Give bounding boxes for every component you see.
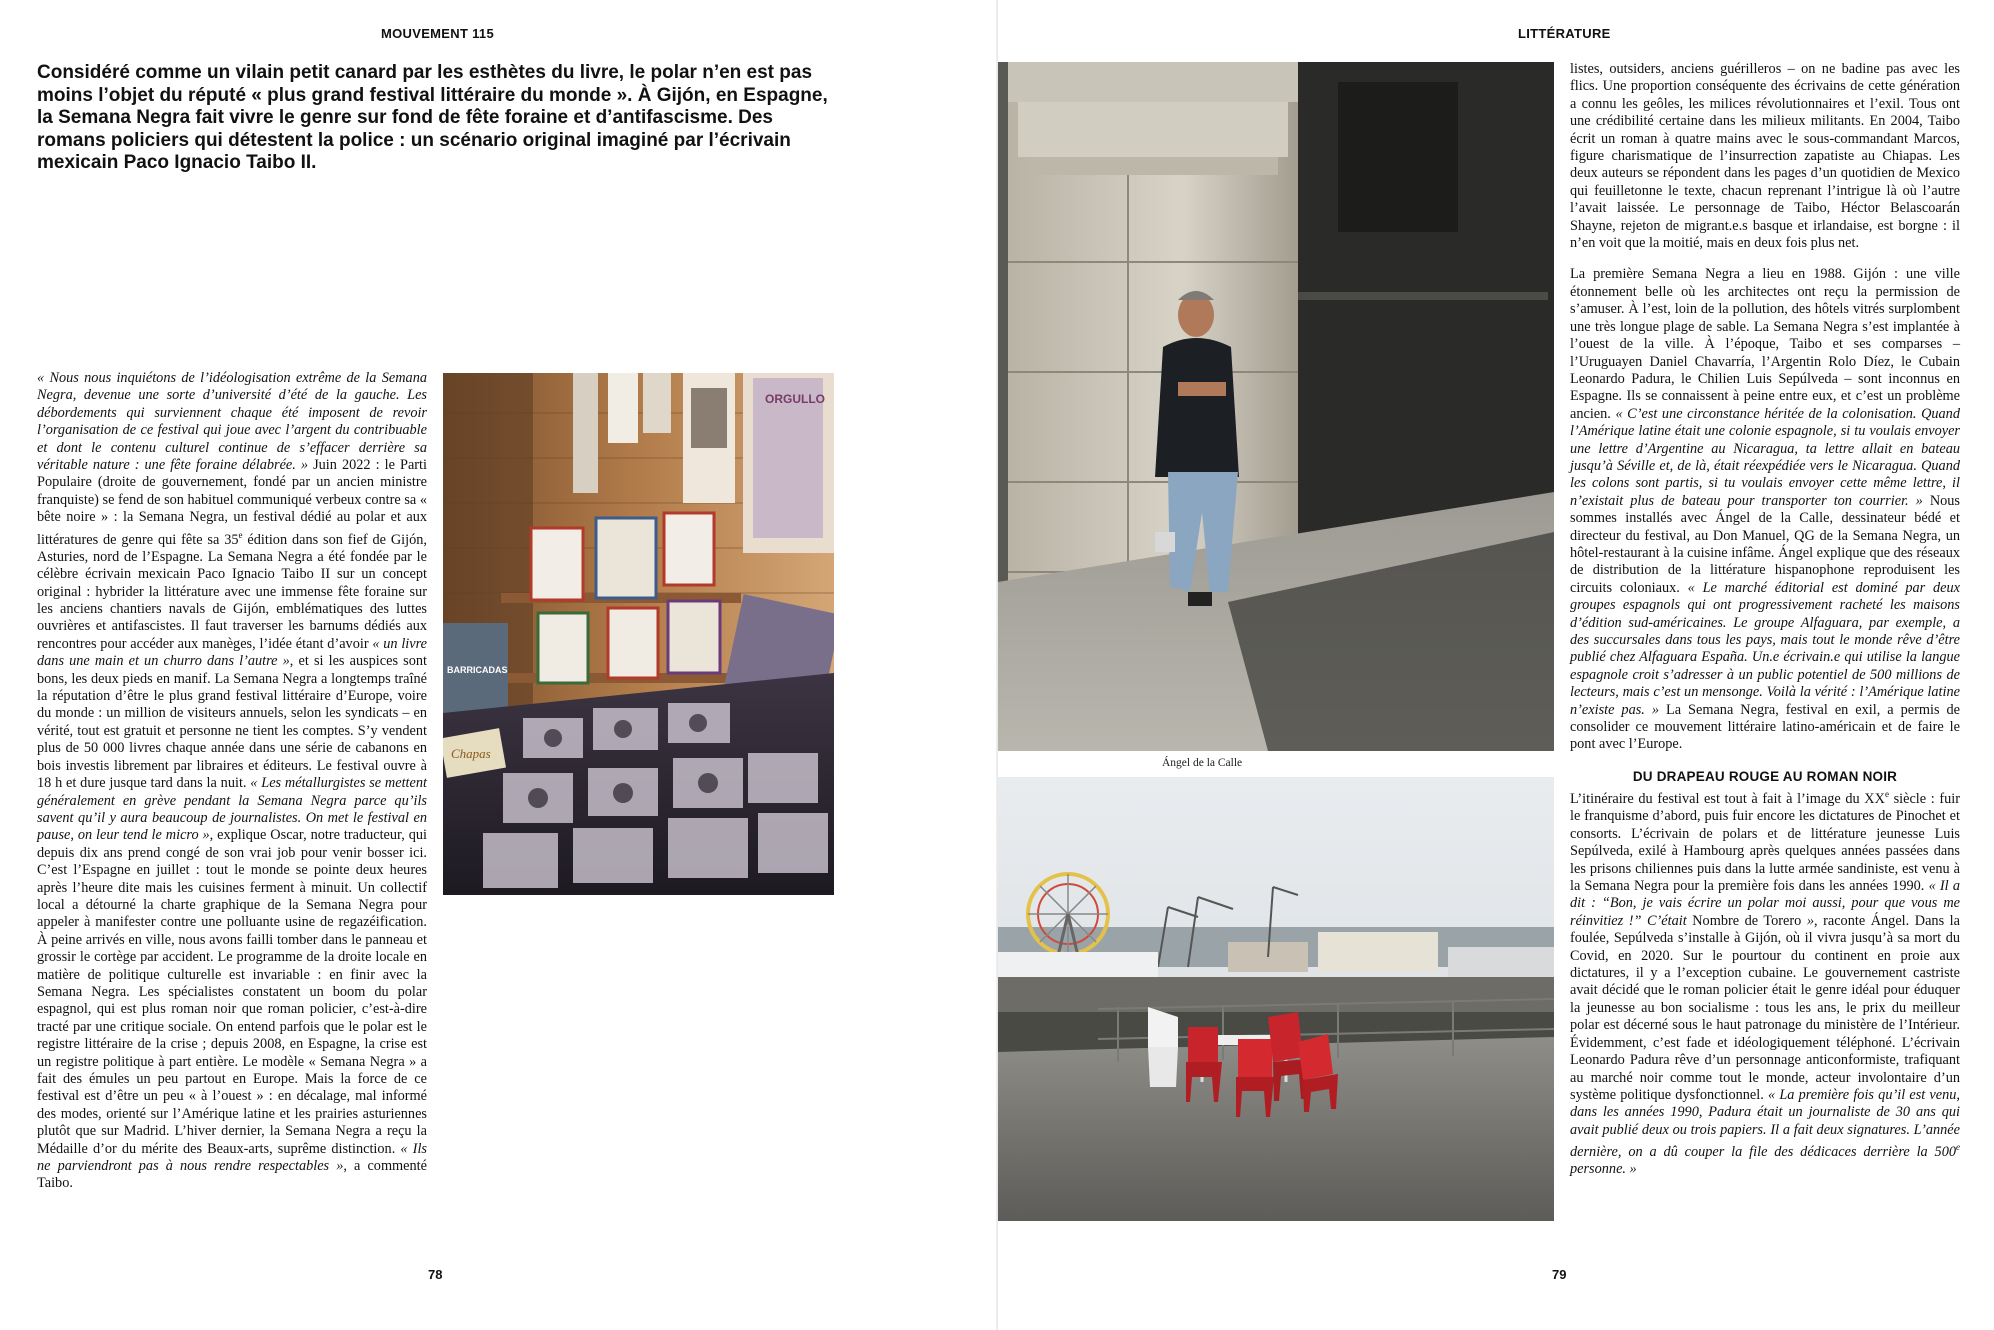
quote-close: »	[1801, 912, 1814, 929]
page-number-right: 79	[1552, 1267, 1567, 1282]
quote-taibo: « Ils ne parviendront pas à nous rendre respectables »	[37, 1140, 427, 1175]
quote-metallurgistes: « Les métallurgistes se mettent généralement en grève pendant la Semana Negra parce qu’ils savent qu’il y aura beaucoup de journalistes. On met le festival en pause, on leur tend le micro »	[37, 775, 427, 844]
quote-padura: « La première fois qu’il est venu, dans les années 1990, Padura était un journaliste de 30 ans qui avait publié deux ou trois papiers. Il a fait deux signatures. L’année dernière, on a dû couper la file des dédicaces derrière la 500	[1570, 1086, 1960, 1160]
left-body-column	[37, 370, 427, 1193]
superscript: e	[238, 529, 243, 540]
article-lede: Considéré comme un vilain petit canard par les esthètes du livre, le polar n’en est pas moins l’objet du réputé « plus grand festival littéraire du monde ». À Gijón, en Espagne, la Semana Negra fait vivre le genre sur fond de fête foraine et d’antifascisme. Des romans policiers qui détestent la police : un scénario original imaginé par l’écrivain mexicain Paco Ignacio Taibo II.	[37, 62, 828, 173]
body-text: L’itinéraire du festival est tout à fait à l’image du XX	[1570, 791, 1885, 808]
book-barricadas-text: BARRICADAS	[447, 665, 508, 675]
right-body-column	[1570, 61, 1960, 1193]
body-text: édition dans son fief de Gijón, Asturies, nord de l’Espagne. La Semana Negra a été fondée par le célèbre écrivain mexicain Paco Ignacio Taibo II sur un concept original : hybrider la littérature avec une immense fête foraine sur les anciens chantiers navals de Gijón, emblématiques des luttes ouvrières et antifascistes. Il faut traverser les barnums dédiés aux rencontres pour accéder aux manèges, l’idée étant d’avoir	[37, 531, 427, 652]
book-title-nombre-de-torero: Nombre de Torero	[1692, 912, 1802, 929]
portrait-photo	[998, 62, 1554, 751]
running-head-right: LITTÉRATURE	[1518, 26, 1611, 41]
body-text: Nous sommes installés avec Ángel de la Calle, dessinateur bédé et directeur du festival, au Don Manuel, QG de la Semana Negra, un hôtel-restaurant à la cuisine infâme. Ángel explique que des réseaux de distribution de la littérature hispanophone reproduisent les circuits coloniaux.	[1570, 492, 1960, 596]
quote-marche-editorial: « Le marché éditorial est dominé par deux groupes espagnols qui ont progressivement racheté les maisons d’édition sud-américaines. Le groupe Alfaguara, par exemple, a des succursales dans tous les pays, mais tout le monde rêve d’être publié chez Alfaguara España. Un.e écrivain.e qui utilise la langue espagnole croit s’adresser à un public potentiel de 500 millions de lecteurs, mais c’est un mensonge. Voilà la vérité : l’Amérique latine n’existe pas. »	[1570, 579, 1961, 718]
body-text: Juin 2022 : le Parti Populaire (droite de gouvernement, fondé par un ancien ministre franquiste) se fend de son habituel communiqué verbeux contre sa « bête noire » : la Semana Negra, un festival dédié au polar et aux littératures de genre qui fête sa 35	[37, 457, 427, 548]
sign-chapas-text: Chapas	[451, 746, 491, 761]
superscript: e	[1956, 1142, 1960, 1153]
superscript: e	[1884, 789, 1889, 800]
quote-sepulveda: « Il a dit : “Bon, je vais écrire un polar moi aussi, pour que vous me réinvitiez !” C’était	[1570, 878, 1960, 929]
quote-pp-communique: « Nous nous inquiétons de l’idéologisation extrême de la Semana Negra, devenue une sorte d’université d’été de la gauche. Les débordements qui surviennent chaque été imposent de revoir l’organisation de ce festival qui joue avec l’argent du contribuable et dont le contenu culturel continue de s’effacer derrière sa véritable nature : une fête foraine délabrée. »	[37, 370, 427, 474]
page-number-left: 78	[428, 1267, 443, 1282]
right-paragraph-1: listes, outsiders, anciens guérilleros – on ne badine pas avec les flics. Une proportion conséquente des écrivains de cette génération a connu les geôles, les milices révolutionnaires et l’exil. Tous ont une crédibilité certaine dans les milieux militants. En 2004, Taibo écrit un roman à quatre mains avec le sous-commandant Marcos, figure charismatique de l’insurrection zapatiste au Chiapas. Les deux auteurs se répondent dans les pages d’un quotidien de Mexico qui feuilletonne le texte, chacun reprenant l’intrigue là où l’autre l’avait laissée. Le personnage de Taibo, Héctor Belascoarán Shayne, rejeton de migrant.e.s basque et irlandaise, est borgne : il n’en voit que la moitié, mais en deux fois plus net.	[1570, 61, 1960, 252]
running-head-left: MOUVEMENT 115	[381, 26, 494, 41]
poster-orgullo-text: ORGULLO	[765, 392, 825, 406]
bookstall-photo	[443, 373, 834, 895]
body-text: , explique Oscar, notre traducteur, qui depuis dix ans prend congé de son vrai job pour venir bosser ici. C’est l’Espagne en juillet : tout le monde se pointe deux heures après l’heure dite mais les cuisines ferment à minuit. Un collectif local a détourné la charte graphique de la Semana Negra pour appeler à manifester contre une polluante usine de regazéification. À peine arrivés en ville, nous avons failli tomber dans le panneau et grossir le cortège par accident. Le programme de la droite locale en matière de politique culturelle est invariable : en finir avec la Semana Negra. Les spécialistes constatent un boom du polar espagnol, qui est plus roman noir que roman policier, c’est-à-dire tracté par une critique sociale. On entend parfois que le polar est le registre littéraire de la crise ; depuis 2008, en Espagne, la crise est un registre politique à part entière. Le modèle « Semana Negra » a fait des émules un peu partout en Europe. Mais la force de ce festival est d’être un peu « à l’ouest » : en décalage, mal informé des modes, orienté sur l’Amérique latine et les prairies asturiennes plutôt que sur Madrid. L’hiver dernier, la Semana Negra a reçu la Médaille d’or du mérite des Beaux-arts, suprême distinction.	[37, 827, 427, 1157]
body-text: La Semana Negra, festival en exil, a permis de consolider ce mouvement littéraire latino-américain et de faire le pont avec l’Europe.	[1570, 701, 1960, 753]
body-text: , raconte Ángel. Dans la foulée, Sepúlveda s’installe à Gijón, où il vivra jusqu’à sa mort du Covid, en 2020. Sur le pourtour du continent en proie aux dictatures, il y a l’exception cubaine. Le gouvernement castriste avait décidé que le roman policier était le genre idéal pour éduquer la jeunesse au bon socialisme : tous les ans, le prix du meilleur polar est décerné sous le haut patronage du ministère de l’Intérieur. Évidemment, c’est fade et idéologiquement téléphoné. L’écrivain Leonardo Padura rêve d’un personnage anticonformiste, trafiquant au marché noir comme tout le monde, acteur involontaire d’un système politique dysfonctionnel.	[1570, 912, 1960, 1103]
body-text: , et si les auspices sont bons, les deux pieds en manif. La Semana Negra a longtemps traîné la réputation d’être le plus grand festival littéraire d’Europe, voire du monde : un million de visiteurs annuels, selon les syndicats – en vérité, tout est gratuit et personne ne tient les comptes. S’y vendent plus de 50 000 livres chaque année dans une série de cabanons en bois investis librement par libraires et éditeurs. Le festival ouvre à 18 h et dure jusque tard dans la nuit.	[37, 653, 427, 792]
section-subhead: DU DRAPEAU ROUGE AU ROMAN NOIR	[1632, 768, 1898, 784]
fairground-harbour-photo	[998, 777, 1554, 1221]
photo-caption: Ángel de la Calle	[1162, 757, 1243, 769]
quote-churro: « un livre dans une main et un churro dans l’autre »	[37, 635, 428, 670]
right-paragraph-3	[1570, 786, 1960, 1178]
body-text: La première Semana Negra a lieu en 1988. Gijón : une ville étonnement belle où les architectes ont reçu la permission de s’amuser. À l’est, loin de la pollution, des hôtels vitrés surplombent une très longue plage de sable. La Semana Negra s’est implantée à l’ouest de la ville. À l’époque, Taibo et ses comparses – l’Uruguayen Daniel Chavarría, l’Argentin Rolo Díez, le Cubain Leonardo Padura, le Chilien Luis Sepúlveda – sont inconnus en Espagne. Ils se connaissent à peine entre eux, et c’est un problème ancien.	[1570, 266, 1960, 422]
right-paragraph-2	[1570, 266, 1960, 753]
quote-colonisation: « C’est une circonstance héritée de la colonisation. Quand l’Amérique latine était une colonie espagnole, si tu voulais envoyer une lettre d’Argentine au Nicaragua, ta lettre allait en bateau jusqu’à Séville et, de là, était réexpédiée vers le Nicaragua. Quand les colons sont partis, si tu voulais envoyer cette même lettre, il n’existait plus de bateau pour transporter ton courrier. »	[1570, 405, 1960, 509]
body-text: siècle : fuir le franquisme d’abord, puis fuir encore les dictatures de Pinochet et consorts. L’écrivain de polars et de littérature jeunesse Luis Sepúlveda, exilé à Hambourg après quelques années passées dans les prisons chiliennes puis dans la lutte armée sandiniste, est venu à la Semana Negra pour la première fois dans les années 1990.	[1570, 791, 1961, 895]
body-text: , a commenté Taibo.	[37, 1158, 427, 1192]
quote-close: personne. »	[1570, 1161, 1637, 1178]
